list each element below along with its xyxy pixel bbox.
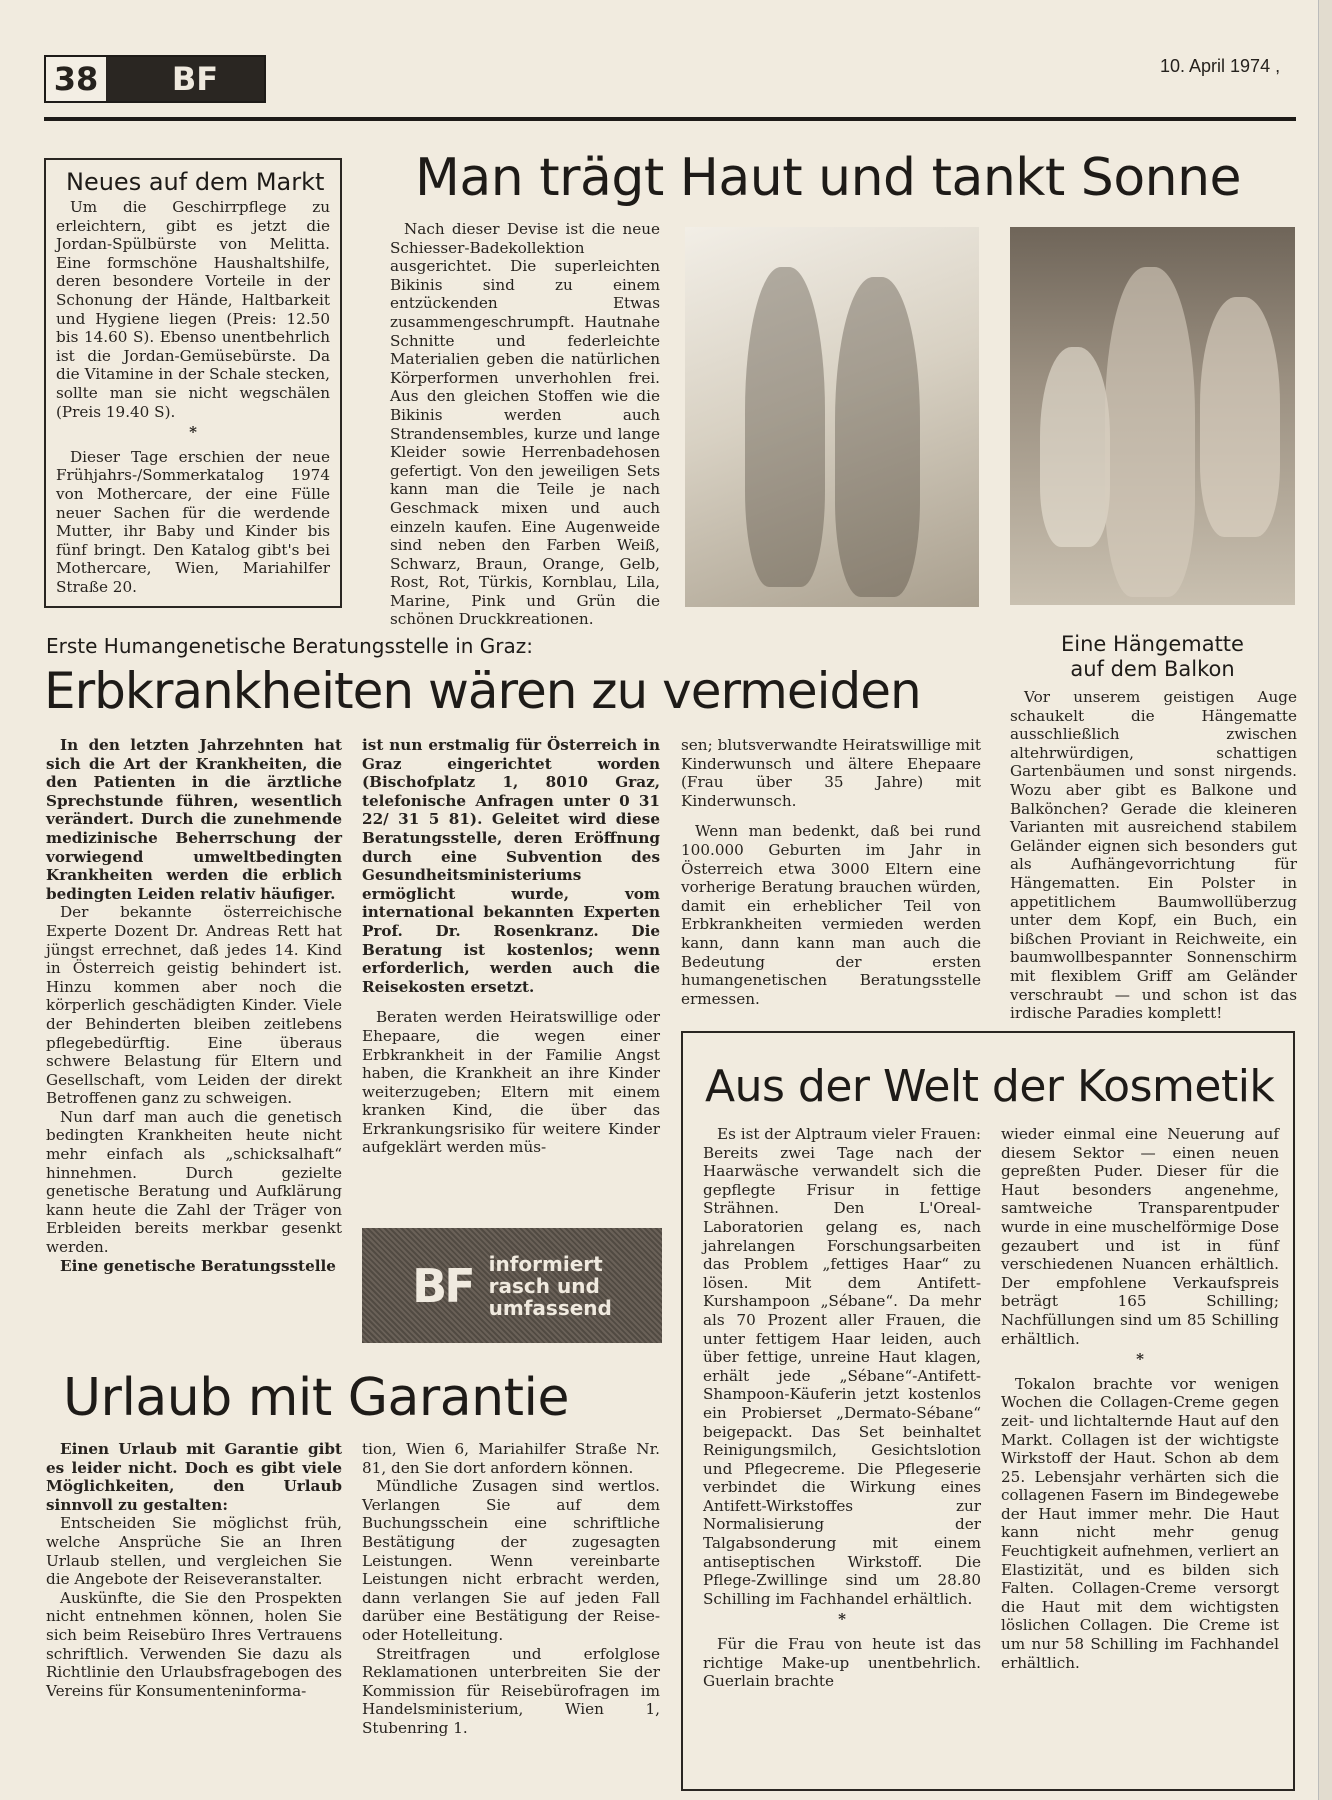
sonne-article: [390, 220, 660, 629]
erb-headline: Erbkrankheiten wären zu vermeiden: [44, 662, 921, 720]
erb-column-1: [46, 736, 342, 1275]
page-header: [44, 55, 266, 103]
urlaub-paragraph: Entscheiden Sie möglichst früh, welche Ansprüche Sie an Ihren Urlaub stellen, und vergleichen Sie die Angebote der Reiseveranstalter.: [46, 1514, 342, 1589]
page-number: 38: [46, 57, 106, 101]
haengematte-title-line: auf dem Balkon: [1070, 657, 1235, 681]
haengematte-text: Vor unserem geistigen Auge schaukelt die Hängematte ausschließlich zwischen altehrwürdigen, schattigen Gartenbäumen und sonst nirgends. Wozu aber gibt es Balkone und Balkönchen? Gerade die kleineren Varianten mit ausreichend stabilem Geländer eignen sich besonders gut als Aufhängevorrichtung für Hängematten. Ein Polster in appetitlichem Baumwollüberzug unter dem Kopf, ein Buch, ein bißchen Proviant in Reichweite, ein baumwollbespannter Sonnenschirm mit flexiblem Griff am Geländer verschraubt — und schon ist das irdische Paradies komplett!: [1010, 688, 1297, 1023]
erb-paragraph: Nun darf man auch die genetisch bedingten Krankheiten heute nicht mehr einfach als „schicksalhaft“ hinnehmen. Durch gezielte genetische Beratung und Aufklärung kann heute die Zahl der Träger von Erbleiden bereits merkbar gesenkt werden.: [46, 1107, 342, 1257]
kosmetik-paragraph: Tokalon brachte vor wenigen Wochen die Collagen-Creme gegen zeit- und lichtalternde Haut auf den Markt. Collagen ist der wichtigste Wirkstoff der Haut. Schon ab dem 25. Lebensjahr verhärten sich die collagenen Fasern im Bindegewebe der Haut immer mehr. Die Haut kann nicht mehr genug Feuchtigkeit aufnehmen, verliert an Elastizität, und es bilden sich Falten. Collagen-Creme versorgt die Haut mit dem wichtigsten löslichen Collagen. Die Creme ist um nur 58 Schilling im Fachhandel erhältlich.: [1001, 1374, 1279, 1672]
kosmetik-headline: Aus der Welt der Kosmetik: [705, 1061, 1275, 1112]
issue-date: 10. April 1974 ,: [1160, 56, 1281, 76]
neues-title: Neues auf dem Markt: [66, 168, 325, 196]
bikini-photo-2: [1010, 227, 1295, 605]
erb-paragraph: ist nun erstmalig für Österreich in Graz eingerichtet worden (Bischofplatz 1, 8010 Graz, telefonische Anfragen unter 0 31 22/ 31 5 81). Geleitet wird diese Beratungsstelle, deren Eröffnung durch eine Subvention des Gesundheitsministeriums ermöglicht wurde, vom international bekannten Experten Prof. Dr. Rosenkranz. Die Beratung ist kostenlos; wenn erforderlich, werden auch die Reisekosten ersetzt.: [362, 736, 660, 996]
urlaub-column-2: [362, 1440, 660, 1738]
publication-logo: BF: [171, 60, 219, 98]
kosmetik-paragraph: Für die Frau von heute ist das richtige Make-up unentbehrlich. Guerlain brachte: [703, 1635, 981, 1691]
urlaub-paragraph: Streitfragen und erfolglose Reklamationen unterbreiten Sie der Kommission für Reisebürofragen im Handelsministerium, Wien 1, Stubenring 1.: [362, 1644, 660, 1737]
erb-paragraph: Beraten werden Heiratswillige oder Ehepaare, die wegen einer Erbkrankheit in der Familie Angst haben, die Krankheit an ihre Kinder weiterzugeben; Eltern mit einem kranken Kind, die über das Erkrankungsrisiko für weitere Kinder aufgeklärt werden müs-: [362, 1008, 660, 1157]
urlaub-paragraph: Mündliche Zusagen sind wertlos. Verlangen Sie auf dem Buchungsschein eine schriftliche Bestätigung der zugesagten Leistungen. Wenn vereinbarte Leistungen nicht erbracht werden, dann verlangen Sie auf jeden Fall darüber eine Bestätigung der Reise- oder Hotelleitung.: [362, 1477, 660, 1644]
bf-promo-line: rasch und: [488, 1273, 600, 1298]
haengematte-article: [1010, 688, 1297, 1023]
kosmetik-column-1: [703, 1125, 981, 1691]
separator-star: *: [838, 1610, 846, 1629]
sonne-text: Nach dieser Devise ist die neue Schiesser-Badekollektion ausgerichtet. Die superleichten Bikinis sind zu einem entzückenden Etwas zusammengeschrumpft. Hautnahe Schnitte und federleichte Materialien geben die natürlichen Körperformen unverhohlen frei. Aus den gleichen Stoffen wie die Bikinis werden auch Strandensembles, kurze und lange Kleider sowie Herrenbadehosen gefertigt. Von den jeweiligen Sets kann man die Teile je nach Geschmack mixen und auch einzeln kaufen. Eine Augenweide sind neben den Farben Weiß, Schwarz, Braun, Orange, Gelb, Rost, Rot, Türkis, Kornblau, Lila, Marine, Pink und Grün die schönen Druckkreationen.: [390, 220, 660, 629]
erb-paragraph: sen; blutsverwandte Heiratswillige mit Kinderwunsch und ältere Ehepaare (Frau über 35 Jahre) mit Kinderwunsch.: [681, 736, 981, 810]
haengematte-title: [1010, 632, 1295, 682]
urlaub-paragraph: Auskünfte, die Sie den Prospekten nicht entnehmen können, holen Sie sich beim Reisebüro Ihres Vertrauens schriftlich. Verwenden Sie dazu als Richtlinie den Urlaubsfragebogen des Vereins für Konsumenteninforma-: [46, 1588, 342, 1700]
sonne-headline: Man trägt Haut und tankt Sonne: [415, 148, 1242, 208]
erb-column-3: [681, 736, 981, 1008]
haengematte-title-line: Eine Hängematte: [1061, 632, 1244, 656]
kosmetik-paragraph: wieder einmal eine Neuerung auf diesem Sektor — einen neuen gepreßten Puder. Dieser für die Haut besonders angenehme, samtweiche Transparentpuder wurde in eine muschelförmige Dose gezaubert und ist in fünf verschiedenen Nuancen erhältlich. Der empfohlene Verkaufspreis beträgt 165 Schilling; Nachfüllungen sind um 85 Schilling erhältlich.: [1001, 1125, 1279, 1348]
kosmetik-box: [681, 1031, 1295, 1791]
header-rule: [44, 117, 1296, 121]
bf-promo-line: umfassend: [488, 1295, 612, 1320]
neues-paragraph: Um die Geschirrpflege zu erleichtern, gibt es jetzt die Jordan-Spülbürste von Melitta. Eine formschöne Haushaltshilfe, deren besondere Vorteile in der Schonung der Hände, Haltbarkeit und Hygiene liegen (Preis: 12.50 bis 14.60 S). Ebenso unentbehrlich ist die Jordan-Gemüsebürste. Da die Vitamine in der Schale stecken, sollte man sie nicht wegschälen (Preis 19.40 S).: [56, 198, 330, 421]
urlaub-paragraph: tion, Wien 6, Mariahilfer Straße Nr. 81, den Sie dort anfordern können.: [362, 1440, 660, 1477]
neues-paragraph: Dieser Tage erschien der neue Frühjahrs-/Sommerkatalog 1974 von Mothercare, der eine Fülle neuer Sachen für die werdende Mutter, ihr Baby und Kinder bis fünf bringt. Den Katalog gibt's bei Mothercare, Wien, Mariahilfer Straße 20.: [56, 447, 330, 596]
kosmetik-paragraph: Es ist der Alptraum vieler Frauen: Bereits zwei Tage nach der Haarwäsche verwandelt sich die gepflegte Frisur in fettige Strähnen. Den L'Oreal-Laboratorien gelang es, nach jahrelangen Forschungsarbeiten das Problem „fettiges Haar“ zu lösen. Mit dem Antifett-Kurshampoon „Sébane“. Da mehr als 70 Prozent aller Frauen, die unter fettigem Haar leiden, auch über fettige, unreine Haut klagen, erhält jede „Sébane“-Antifett-Shampoon-Käuferin jetzt kostenlos ein Probierset „Dermato-Sébane“ beigepackt. Das Set beinhaltet Reinigungsmilch, Gesichtslotion und Pflegecreme. Die Pflegeserie verbindet die Wirkung eines Antifett-Wirkstoffes zur Normalisierung der Talgabsonderung mit einem antiseptischen Wirkstoff. Die Pflege-Zwillinge sind um 28.80 Schilling im Fachhandel erhältlich.: [703, 1125, 981, 1608]
separator-star: *: [189, 423, 197, 442]
neues-box: [44, 158, 342, 608]
erb-lead: In den letzten Jahrzehnten hat sich die Art der Krankheiten, die den Patienten in die ärztliche Sprechstunde führen, wesentlich verändert. Durch die zunehmende medizinische Beherrschung der vorwiegend umweltbedingten Krankheiten werden die erblich bedingten Leiden relativ häufiger.: [46, 736, 342, 903]
erb-paragraph: Eine genetische Beratungsstelle: [60, 1256, 336, 1275]
bf-promo-logo: BF: [412, 1258, 473, 1313]
bf-promo-box: [362, 1228, 662, 1343]
urlaub-lead: Einen Urlaub mit Garantie gibt es leider nicht. Doch es gibt viele Möglichkeiten, den Urlaub sinnvoll zu gestalten:: [46, 1440, 342, 1514]
erb-column-2: [362, 736, 660, 1157]
bf-promo-line: informiert: [488, 1251, 603, 1276]
erb-kicker: Erste Humangenetische Beratungsstelle in Graz:: [46, 634, 534, 658]
kosmetik-column-2: [1001, 1125, 1279, 1672]
erb-paragraph: Wenn man bedenkt, daß bei rund 100.000 Geburten im Jahr in Österreich etwa 3000 Eltern eine vorherige Beratung brauchen würden, damit ein erheblicher Teil von Erbkrankheiten vermieden werden kann, dann kann man auch die Bedeutung der ersten humangenetischen Beratungsstelle ermessen.: [681, 822, 981, 1008]
bikini-photo-1: [685, 227, 979, 607]
urlaub-column-1: [46, 1440, 342, 1700]
erb-paragraph: Der bekannte österreichische Experte Dozent Dr. Andreas Rett hat jüngst errechnet, daß jedes 14. Kind in Österreich geistig behindert ist. Hinzu kommen aber noch die körperlich geschädigten Kinder. Viele der Behinderten bleiben zeitlebens pflegebedürftig. Eine überaus schwere Belastung für Eltern und Gesellschaft, vom Leiden der direkt Betroffenen ganz zu schweigen.: [46, 903, 342, 1108]
separator-star: *: [1136, 1350, 1144, 1369]
page-edge: [1318, 0, 1332, 1800]
urlaub-headline: Urlaub mit Garantie: [63, 1368, 569, 1428]
